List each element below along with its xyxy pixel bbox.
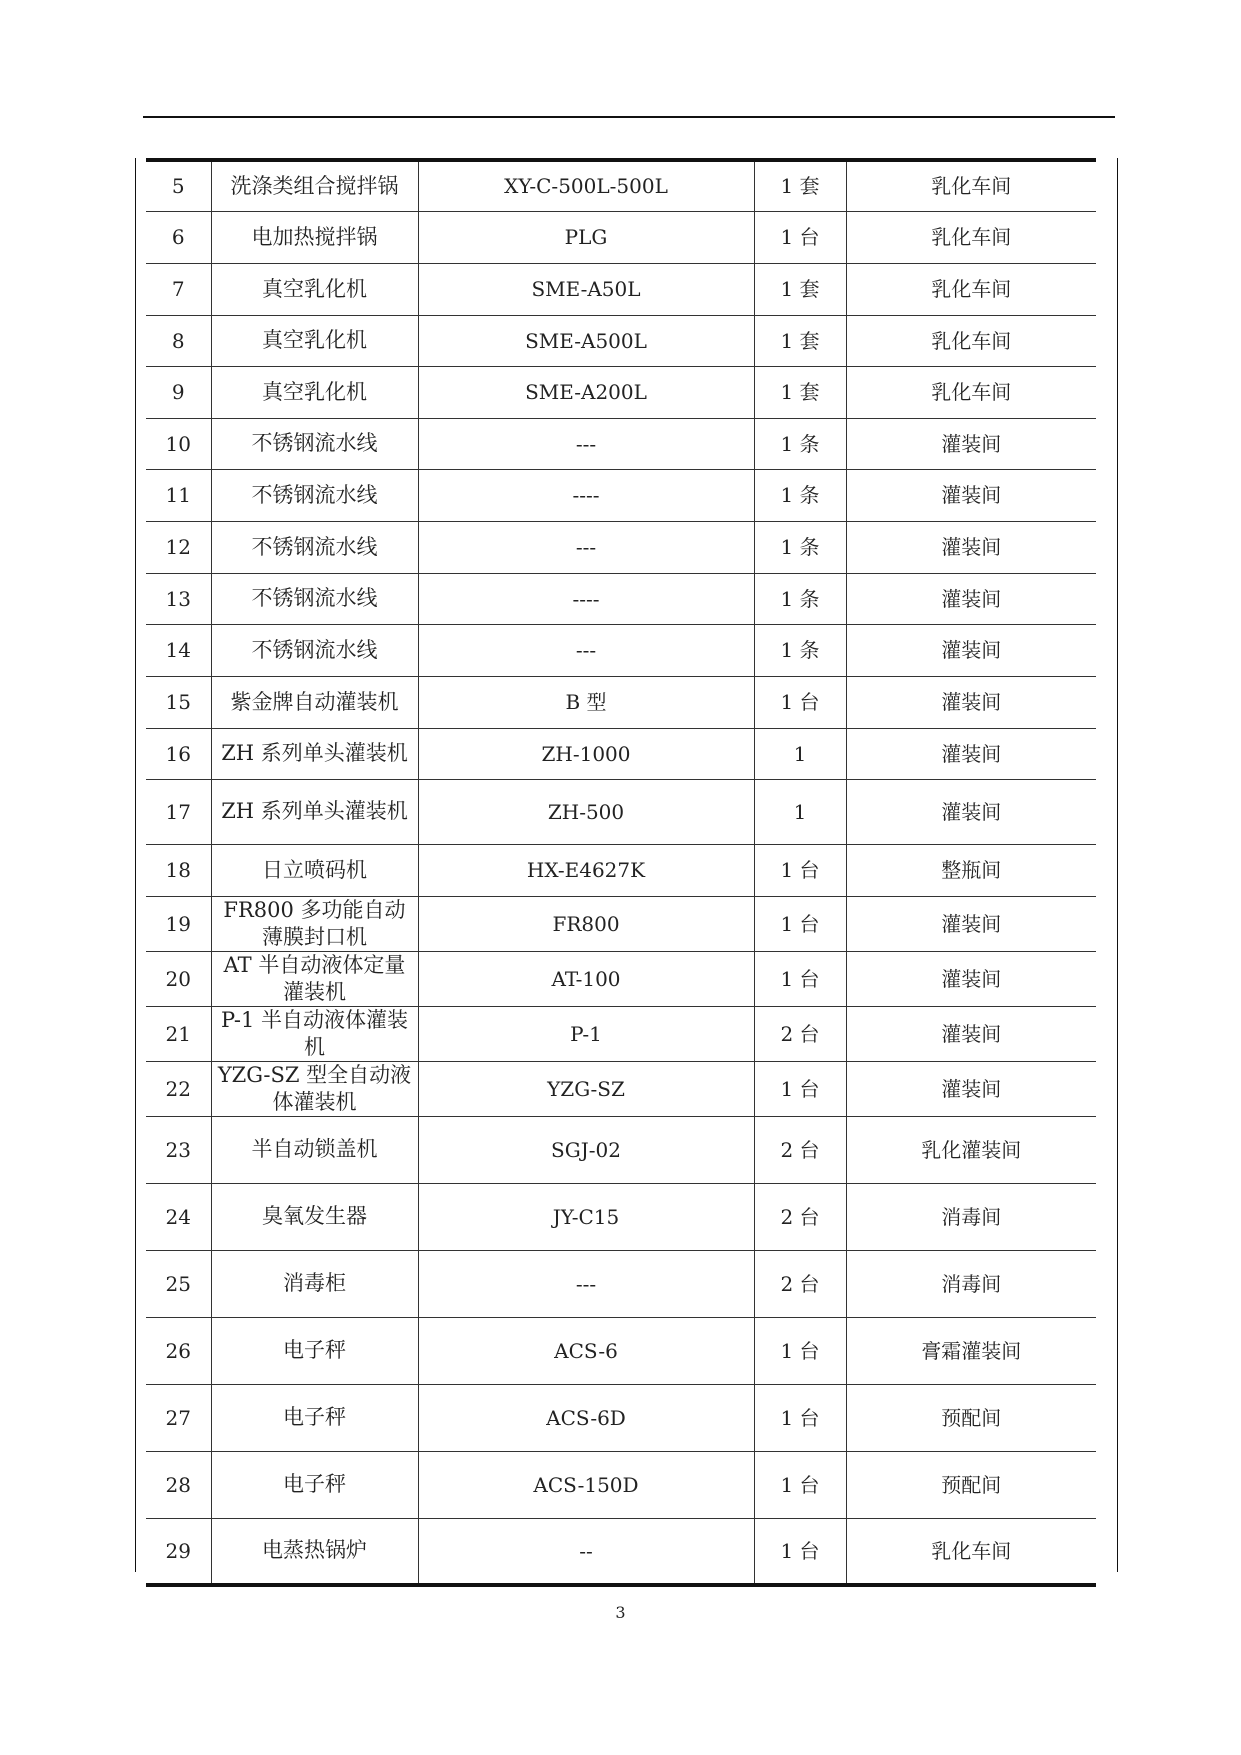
cell-qty: 1 条 (754, 469, 846, 521)
cell-qty: 1 条 (754, 573, 846, 624)
cell-name: 电子秤 (211, 1451, 418, 1518)
cell-no: 17 (146, 779, 211, 844)
cell-location: 灌装间 (846, 728, 1096, 779)
cell-model: ZH-1000 (418, 728, 754, 779)
cell-model: --- (418, 521, 754, 573)
cell-no: 9 (146, 366, 211, 418)
table-row (146, 896, 1096, 951)
cell-qty: 1 台 (754, 676, 846, 728)
table-row (146, 469, 1096, 521)
cell-no: 11 (146, 469, 211, 521)
cell-name: 电子秤 (211, 1317, 418, 1384)
cell-location: 乳化车间 (846, 263, 1096, 315)
cell-name: 真空乳化机 (211, 315, 418, 366)
table-row (146, 521, 1096, 573)
cell-model: ---- (418, 469, 754, 521)
cell-location: 灌装间 (846, 779, 1096, 844)
cell-no: 16 (146, 728, 211, 779)
cell-name: 紫金牌自动灌装机 (211, 676, 418, 728)
cell-name: 不锈钢流水线 (211, 418, 418, 469)
cell-name: 不锈钢流水线 (211, 573, 418, 624)
cell-no: 14 (146, 624, 211, 676)
table-row (146, 779, 1096, 844)
cell-qty: 1 条 (754, 418, 846, 469)
cell-location: 乳化灌装间 (846, 1116, 1096, 1183)
equipment-table (146, 158, 1096, 1587)
cell-qty: 1 台 (754, 1317, 846, 1384)
cell-name: YZG-SZ 型全自动液体灌装机 (211, 1061, 418, 1116)
cell-name: 真空乳化机 (211, 366, 418, 418)
table-row (146, 160, 1096, 211)
cell-no: 20 (146, 951, 211, 1006)
cell-location: 消毒间 (846, 1183, 1096, 1250)
table-row (146, 844, 1096, 896)
cell-qty: 2 台 (754, 1006, 846, 1061)
table-row (146, 418, 1096, 469)
table-row (146, 573, 1096, 624)
cell-no: 5 (146, 160, 211, 211)
cell-no: 26 (146, 1317, 211, 1384)
table-row (146, 676, 1096, 728)
cell-no: 25 (146, 1250, 211, 1317)
cell-location: 预配间 (846, 1451, 1096, 1518)
cell-model: FR800 (418, 896, 754, 951)
cell-qty: 2 台 (754, 1250, 846, 1317)
cell-qty: 1 条 (754, 521, 846, 573)
cell-location: 灌装间 (846, 521, 1096, 573)
cell-qty: 1 台 (754, 1061, 846, 1116)
cell-name: ZH 系列单头灌装机 (211, 728, 418, 779)
cell-name: 日立喷码机 (211, 844, 418, 896)
cell-name: 半自动锁盖机 (211, 1116, 418, 1183)
cell-no: 18 (146, 844, 211, 896)
cell-location: 灌装间 (846, 624, 1096, 676)
cell-model: ZH-500 (418, 779, 754, 844)
cell-location: 灌装间 (846, 676, 1096, 728)
cell-location: 灌装间 (846, 469, 1096, 521)
table-row (146, 366, 1096, 418)
cell-name: FR800 多功能自动薄膜封口机 (211, 896, 418, 951)
cell-location: 乳化车间 (846, 315, 1096, 366)
cell-qty: 1 套 (754, 160, 846, 211)
cell-name: 不锈钢流水线 (211, 469, 418, 521)
cell-location: 灌装间 (846, 896, 1096, 951)
cell-qty: 1 台 (754, 1384, 846, 1451)
cell-model: YZG-SZ (418, 1061, 754, 1116)
cell-location: 乳化车间 (846, 366, 1096, 418)
cell-model: ACS-6 (418, 1317, 754, 1384)
cell-model: SME-A500L (418, 315, 754, 366)
cell-no: 24 (146, 1183, 211, 1250)
cell-qty: 2 台 (754, 1116, 846, 1183)
table-row (146, 728, 1096, 779)
cell-model: AT-100 (418, 951, 754, 1006)
cell-model: SGJ-02 (418, 1116, 754, 1183)
cell-no: 13 (146, 573, 211, 624)
cell-location: 灌装间 (846, 573, 1096, 624)
table-row (146, 1317, 1096, 1384)
cell-qty: 1 台 (754, 844, 846, 896)
cell-no: 15 (146, 676, 211, 728)
cell-name: 电蒸热锅炉 (211, 1518, 418, 1585)
cell-qty: 1 台 (754, 951, 846, 1006)
cell-model: B 型 (418, 676, 754, 728)
cell-qty: 1 台 (754, 211, 846, 263)
table-row (146, 624, 1096, 676)
cell-no: 12 (146, 521, 211, 573)
cell-name: 洗涤类组合搅拌锅 (211, 160, 418, 211)
cell-no: 7 (146, 263, 211, 315)
cell-model: PLG (418, 211, 754, 263)
cell-model: HX-E4627K (418, 844, 754, 896)
table-row (146, 1250, 1096, 1317)
cell-model: SME-A200L (418, 366, 754, 418)
cell-no: 19 (146, 896, 211, 951)
cell-name: AT 半自动液体定量灌装机 (211, 951, 418, 1006)
table-row (146, 263, 1096, 315)
cell-location: 预配间 (846, 1384, 1096, 1451)
cell-model: SME-A50L (418, 263, 754, 315)
cell-location: 乳化车间 (846, 160, 1096, 211)
cell-location: 灌装间 (846, 1006, 1096, 1061)
cell-name: 电子秤 (211, 1384, 418, 1451)
cell-qty: 1 套 (754, 366, 846, 418)
table-row (146, 315, 1096, 366)
cell-no: 28 (146, 1451, 211, 1518)
cell-name: 臭氧发生器 (211, 1183, 418, 1250)
cell-no: 23 (146, 1116, 211, 1183)
table-row (146, 1006, 1096, 1061)
cell-qty: 2 台 (754, 1183, 846, 1250)
cell-location: 乳化车间 (846, 1518, 1096, 1585)
cell-no: 6 (146, 211, 211, 263)
cell-model: ACS-6D (418, 1384, 754, 1451)
cell-qty: 1 台 (754, 896, 846, 951)
cell-name: 真空乳化机 (211, 263, 418, 315)
cell-location: 整瓶间 (846, 844, 1096, 896)
cell-name: ZH 系列单头灌装机 (211, 779, 418, 844)
cell-model: --- (418, 624, 754, 676)
cell-name: 不锈钢流水线 (211, 521, 418, 573)
cell-qty: 1 台 (754, 1451, 846, 1518)
cell-location: 消毒间 (846, 1250, 1096, 1317)
page-number: 3 (615, 1603, 626, 1622)
table-row (146, 1451, 1096, 1518)
cell-qty: 1 台 (754, 1518, 846, 1585)
cell-qty: 1 条 (754, 624, 846, 676)
header-rule (143, 116, 1115, 118)
table-row (146, 1384, 1096, 1451)
cell-model: --- (418, 1250, 754, 1317)
cell-model: ---- (418, 573, 754, 624)
cell-name: P-1 半自动液体灌装机 (211, 1006, 418, 1061)
cell-model: ACS-150D (418, 1451, 754, 1518)
cell-location: 灌装间 (846, 418, 1096, 469)
cell-model: P-1 (418, 1006, 754, 1061)
cell-name: 不锈钢流水线 (211, 624, 418, 676)
table-row (146, 1183, 1096, 1250)
cell-name: 电加热搅拌锅 (211, 211, 418, 263)
cell-location: 乳化车间 (846, 211, 1096, 263)
table-row (146, 211, 1096, 263)
cell-no: 29 (146, 1518, 211, 1585)
cell-no: 8 (146, 315, 211, 366)
table-row (146, 1116, 1096, 1183)
cell-model: -- (418, 1518, 754, 1585)
cell-no: 27 (146, 1384, 211, 1451)
cell-model: XY-C-500L-500L (418, 160, 754, 211)
table-row (146, 1061, 1096, 1116)
cell-no: 21 (146, 1006, 211, 1061)
cell-location: 灌装间 (846, 1061, 1096, 1116)
cell-name: 消毒柜 (211, 1250, 418, 1317)
cell-qty: 1 套 (754, 263, 846, 315)
table-row (146, 951, 1096, 1006)
cell-qty: 1 (754, 779, 846, 844)
table-row (146, 1518, 1096, 1585)
cell-model: JY-C15 (418, 1183, 754, 1250)
cell-model: --- (418, 418, 754, 469)
cell-no: 10 (146, 418, 211, 469)
cell-location: 膏霜灌装间 (846, 1317, 1096, 1384)
cell-no: 22 (146, 1061, 211, 1116)
cell-qty: 1 (754, 728, 846, 779)
cell-qty: 1 套 (754, 315, 846, 366)
cell-location: 灌装间 (846, 951, 1096, 1006)
